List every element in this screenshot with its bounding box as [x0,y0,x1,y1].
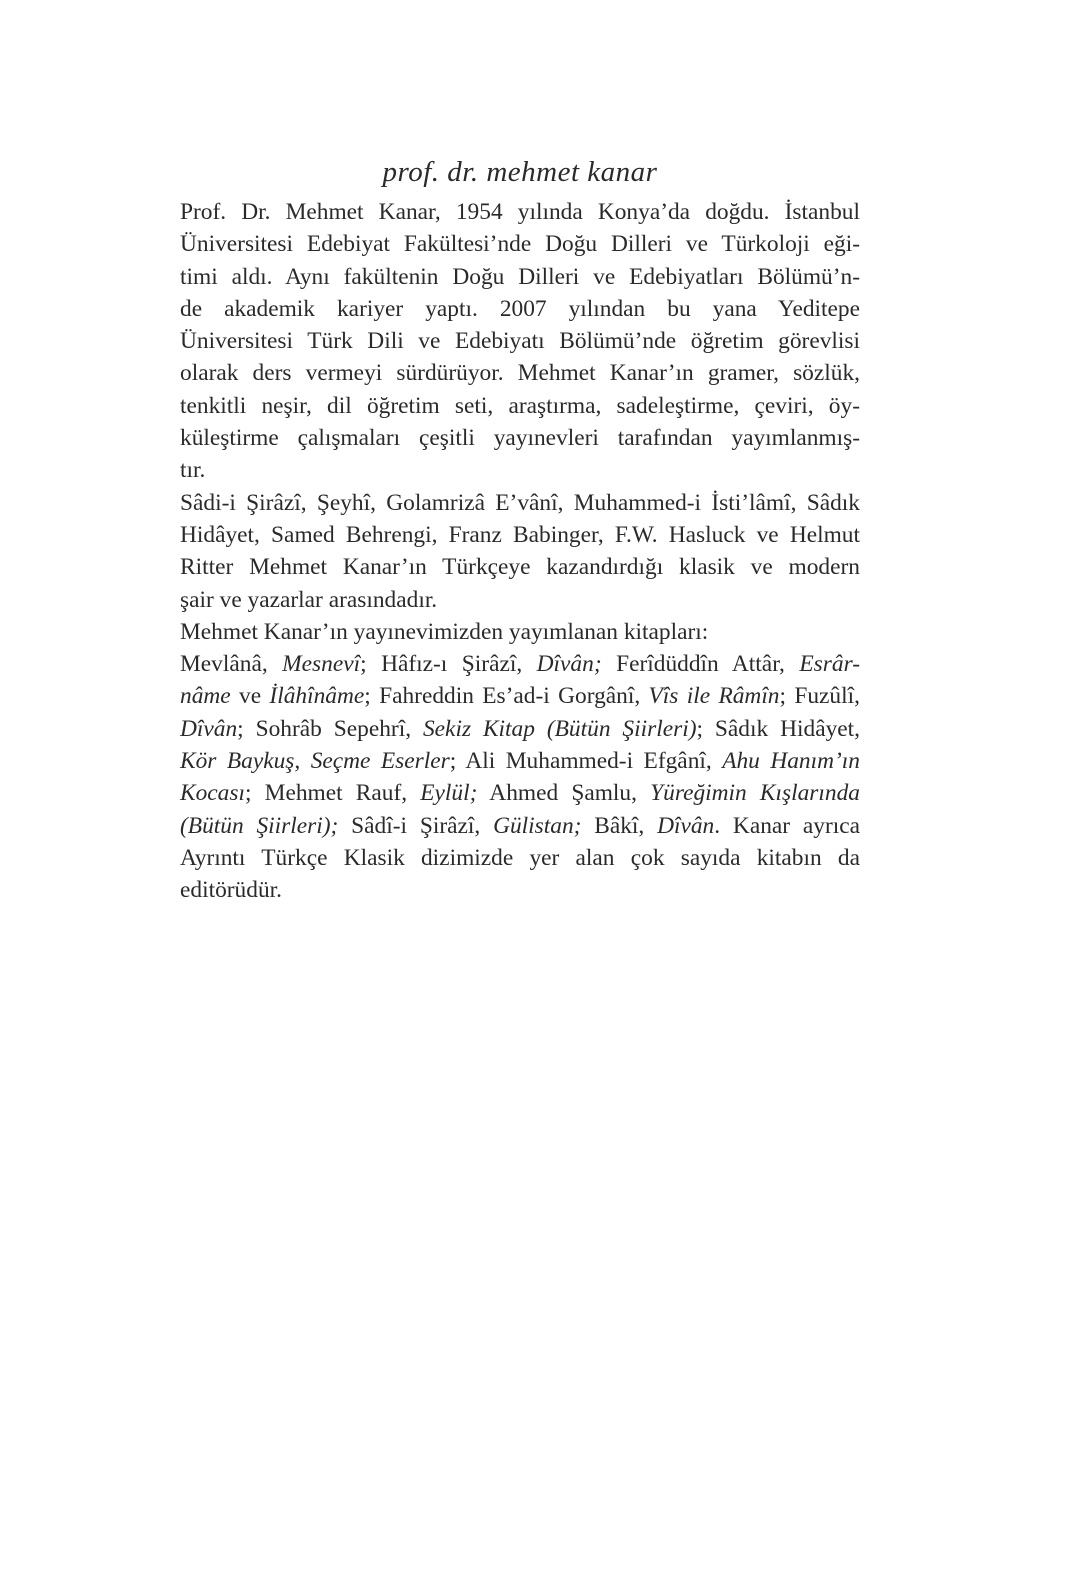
book-title: Gülistan; [493,812,582,839]
book-title: Mesnevî [282,651,361,678]
bio-line: Prof. Dr. Mehmet Kanar, 1954 yılında Konya’da doğdu. İstanbul [180,199,860,225]
books-intro: Mehmet Kanar’ın yayınevimizden yayımlanan kitapları: [180,618,709,645]
book-title: Dîvân; [536,651,602,678]
book-title: Eylül; [420,780,478,807]
book-title: Dîvân [657,812,715,839]
book-title: Yüreğimin Kışlarında [650,780,860,807]
translations-line: Ritter Mehmet Kanar’ın Türkçeye kazandırdığı klasik ve modern [180,554,860,581]
bio-line: Üniversitesi Türk Dili ve Edebiyatı Bölümü’nde öğretim görevlisi [180,328,860,355]
books-line: (Bütün Şiirleri); Sâdî-i Şirâzî, Gülistan; Bâkî, Dîvân. Kanar ayrıca [180,812,861,839]
books-line: nâme ve İlâhînâme; Fahreddin Es’ad-i Gorgânî, Vîs ile Râmîn; Fuzûlî, [180,683,860,710]
translations-line: Hidâyet, Samed Behrengi, Franz Babinger, F.W. Hasluck ve Helmut [180,521,860,548]
books-line: Kör Baykuş, Seçme Eserler; Ali Muhammed-i Efgânî, Ahu Hanım’ın [180,748,860,775]
translations-line: Sâdi-i Şirâzî, Şeyhî, Golamrizâ E’vânî, Muhammed-i İsti’lâmî, Sâdık [180,489,860,516]
bio-line: küleştirme çalışmaları çeşitli yayınevleri tarafından yayımlanmış- [180,425,860,452]
book-title: Esrâr- [799,651,860,678]
book-title: İlâhînâme [269,683,365,710]
author-bio-text [180,196,860,907]
books-line: Kocası; Mehmet Rauf, Eylül; Ahmed Şamlu, Yüreğimin Kışlarında [180,780,860,807]
book-title: Ahu Hanım’ın [722,748,860,775]
bio-line: olarak ders vermeyi sürdürüyor. Mehmet Kanar’ın gramer, sözlük, [180,360,860,387]
book-title: Kocası [180,780,245,807]
book-title: nâme [180,683,231,710]
books-line: Ayrıntı Türkçe Klasik dizimizde yer alan çok sayıda kitabın da [180,844,860,871]
translations-line: şair ve yazarlar arasındadır. [180,586,438,613]
books-line: Dîvân; Sohrâb Sepehrî, Sekiz Kitap (Bütün Şiirleri); Sâdık Hidâyet, [180,715,860,742]
book-title: Dîvân [180,715,238,742]
book-title: Sekiz Kitap (Bütün Şiirleri) [422,715,697,742]
bio-line: de akademik kariyer yaptı. 2007 yılından bu yana Yeditepe [180,295,860,322]
books-line: editörüdür. [180,877,282,904]
bio-line: tır. [180,457,206,484]
book-title: (Bütün Şiirleri); [180,812,339,839]
books-line: Mevlânâ, Mesnevî; Hâfız-ı Şirâzî, Dîvân; Ferîdüddîn Attâr, Esrâr- [180,651,860,678]
book-title: Kör Baykuş, Seçme Eserler [180,748,450,775]
bio-line: timi aldı. Aynı fakültenin Doğu Dilleri ve Edebiyatları Bölümü’n- [180,263,860,290]
bio-line: tenkitli neşir, dil öğretim seti, araştırma, sadeleştirme, çeviri, öy- [180,392,860,419]
author-heading: prof. dr. mehmet kanar [382,156,658,188]
bio-line: Üniversitesi Edebiyat Fakültesi’nde Doğu Dilleri ve Türkoloji eği- [180,231,860,258]
book-title: Vîs ile Râmîn [648,683,780,710]
